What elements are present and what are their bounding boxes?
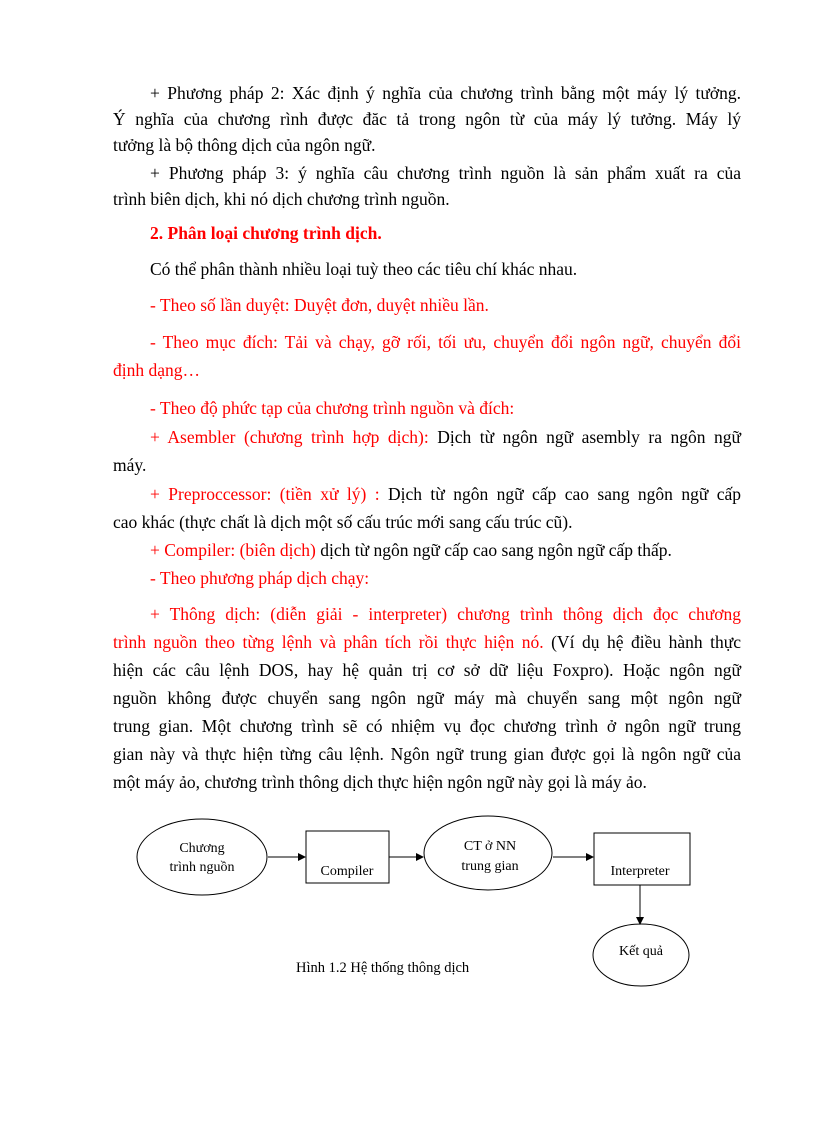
interpreter-node-label: Interpreter [610,864,670,879]
assembler-line2: máy. [113,455,147,475]
category-by-purpose-line2: định dạng… [113,360,201,380]
interpreter-line2-black: (Ví dụ hệ điều hành thực [543,632,741,652]
compiler-node-label: Compiler [320,864,374,879]
interpreter-line2-red: trình nguồn theo từng lệnh và phân tích rồi thực hiện nó. [113,632,544,652]
assembler-label: + Asembler (chương trình hợp dịch): [150,427,429,447]
section-heading: 2. Phân loại chương trình dịch. [150,223,382,243]
interpreter-line5: trung gian. Một chương trình sẽ có nhiệm vụ đọc chương trình ở ngôn ngữ trung [113,716,741,736]
interpreter-line6: gian này và thực hiện từng câu lệnh. Ngôn ngữ trung gian được gọi là ngôn ngữ của [113,744,741,764]
method2-line3: tưởng là bộ thông dịch của ngôn ngữ. [113,135,376,155]
figure-caption: Hình 1.2 Hệ thống thông dịch [296,960,470,976]
category-by-method: - Theo phương pháp dịch chạy: [150,568,370,588]
method2-line1: + Phương pháp 2: Xác định ý nghĩa của chương trình bằng một máy lý tưởng. [150,83,741,103]
method2-line2: Ý nghĩa của chương rình được đăc tả trong ngôn từ của máy lý tưởng. Máy lý [113,109,741,129]
method3-line1: + Phương pháp 3: ý nghĩa câu chương trình nguồn là sản phẩm xuất ra của [150,163,741,183]
source-label-line2: trình nguồn [169,860,235,875]
assembler-text: Dịch từ ngôn ngữ asembly ra ngôn ngữ [428,427,741,447]
source-label-line1: Chương [179,841,225,856]
preprocessor-line2: cao khác (thực chất là dịch một số cấu trúc mới sang cấu trúc cũ). [113,512,573,532]
interpreter-line7: một máy ảo, chương trình thông dịch thực hiện ngôn ngữ này gọi là máy ảo. [113,772,647,792]
intermediate-label-line2: trung gian [461,859,519,874]
compiler-text: dịch từ ngôn ngữ cấp cao sang ngôn ngữ cấp thấp. [315,540,672,560]
compiler-label: + Compiler: (biên dịch) [150,540,316,560]
interpreter-line4: nguồn không được chuyển sang ngôn ngữ máy mà chuyển sang một ngôn ngữ [113,688,741,708]
preprocessor-text: Dịch từ ngôn ngữ cấp cao sang ngôn ngữ cấp [379,484,742,504]
interpreter-line3: hiện các câu lệnh DOS, hay hệ quản trị cơ sở dữ liệu Foxpro). Hoặc ngôn ngữ [113,660,741,680]
category-by-purpose-line1: - Theo mục đích: Tải và chạy, gỡ rối, tối ưu, chuyển đổi ngôn ngữ, chuyển đổi [150,332,741,352]
category-by-complexity: - Theo độ phức tạp của chương trình nguồn và đích: [150,398,515,418]
method3-line2: trình biên dịch, khi nó dịch chương trình nguồn. [113,189,450,209]
category-by-passes: - Theo số lần duyệt: Duyệt đơn, duyệt nhiều lần. [150,295,489,315]
intermediate-label-line1: CT ở NN [463,839,517,854]
result-node-label: Kết quả [619,944,663,959]
source-program-node [137,819,267,895]
preprocessor-label: + Preproccessor: (tiền xử lý) : [150,484,380,504]
interpreter-line1: + Thông dịch: (diễn giải - interpreter) chương trình thông dịch đọc chương [150,604,741,624]
intro-text: Có thể phân thành nhiều loại tuỳ theo các tiêu chí khác nhau. [150,259,578,279]
